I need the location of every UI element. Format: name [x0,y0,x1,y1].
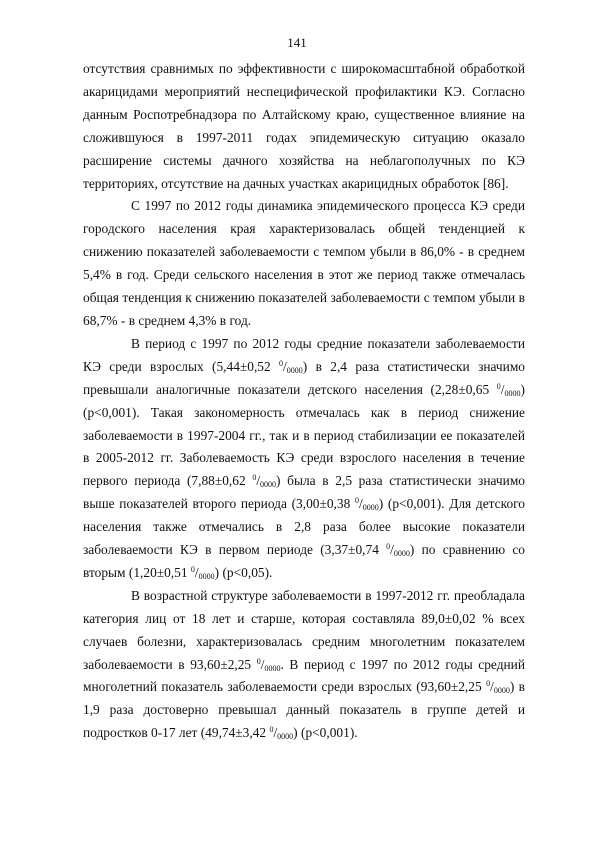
paragraph-2: С 1997 по 2012 годы динамика эпидемического процесса КЭ среди городского населения края характеризовалась общей тенденцией к снижению показателей заболеваемости с темпом убыли в 86,0% - в среднем 5,4% в год. Среди сельского населения в этот же период также отмечалась общая тенденция к снижению показателей заболеваемости с темпом убыли в 68,7% - в среднем 4,3% в год. [83,198,525,328]
per-mille-unit: $^0/_{0000}$ [190,564,215,581]
per-mille-unit: $^0/_{0000}$ [252,473,277,490]
text-segment: ) (p<0,05). [214,564,273,580]
text-segment: ) (p<0,001). Такая закономерность отмечалась как в период снижение заболеваемости в 1997-2004 гг., так и в период стабилизации ее показателей в 2005-2012 гг. Заболеваемость КЭ среди взрослого населения в течение первого периода (7,88±0,62 [83,381,525,489]
paragraph-1: отсутствия сравнимых по эффективности с широкомасштабной обработкой акарицидами мероприятий неспецифической профилактики КЭ. Согласно данным Роспотребнадзора по Алтайскому краю, существенное влияние на сложившуюся в 1997-2011 годах эпидемическую ситуацию оказало расширение системы дачного хозяйства на неблагополучных по КЭ территориях, отсутствие на дачных участках акарицидных обработок [86]. [83,61,525,191]
paragraph-3 [83,333,525,585]
text-segment: ) в 2,4 раза статистически значимо превышали аналогичные показатели детского населения (2,28±0,65 [83,358,525,397]
text-segment: ) была в 2,5 раза статистически значимо выше показателей второго периода (3,00±0,38 [83,473,525,512]
text-segment: ) по сравнению со вторым (1,20±0,51 [83,542,525,580]
per-mille-unit: $^0/_{0000}$ [386,542,410,559]
text-segment: . В период с 1997 по 2012 годы средний многолетний показатель заболеваемости среди взрослых (93,60±2,25 [83,656,526,695]
per-mille-unit: $^0/_{0000}$ [486,679,510,696]
per-mille-unit: $^0/_{0000}$ [256,656,281,673]
page-number: 141 [287,35,307,50]
per-mille-unit: $^0/_{0000}$ [496,381,521,398]
text-segment: В период с 1997 по 2012 годы средние показатели заболеваемости КЭ среди взрослых (5,44±0,52 [83,335,525,374]
per-mille-unit: $^0/_{0000}$ [269,725,294,742]
text-segment: ) в 1,9 раза достоверно превышал данный показатель в группе детей и подростков 0-17 лет (49,74±3,42 [83,679,525,741]
per-mille-unit: $^0/_{0000}$ [354,496,379,513]
text-segment: ) (p<0,001). [293,725,358,741]
text-segment: ) (p<0,001). Для детского населения также отмечались в 2,8 раза более высокие показатели заболеваемости КЭ в первом периоде (3,37±0,74 [83,496,525,558]
text-segment: В возрастной структуре заболеваемости в 1997-2012 гг. преобладала категория лиц от 18 лет и старше, которая составляла 89,0±0,02 % всех случаев болезни, характеризовалась средним многолетним показателем заболеваемости в 93,60±2,25 [83,587,525,672]
paragraph-4 [83,585,525,745]
per-mille-unit: $^0/_{0000}$ [279,358,303,375]
body-text [83,58,525,745]
